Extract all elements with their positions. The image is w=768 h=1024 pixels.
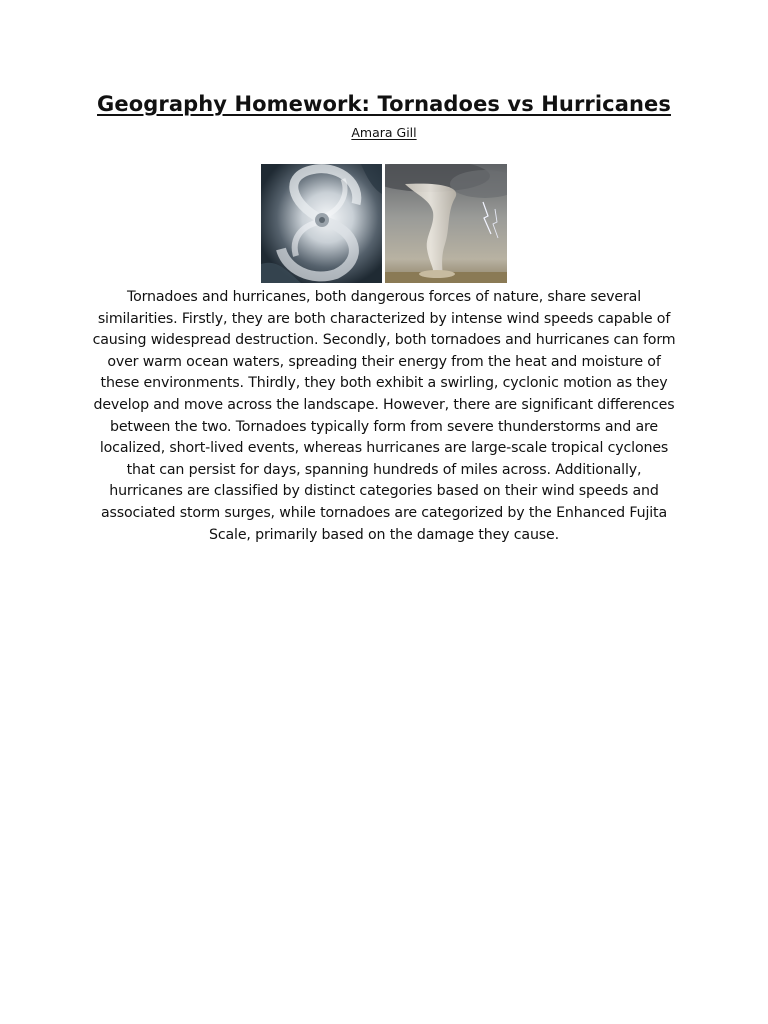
- essay-paragraph: Tornadoes and hurricanes, both dangerous forces of nature, share several similarities. Firstly, they are both characterized by intense wind speeds capable of causing widespread destruction. Secondly, both tornadoes and hurricanes can form over warm ocean waters, spreading their energy from the heat and moisture of these environments. Thirdly, they both exhibit a swirling, cyclonic motion as they develop and move across the landscape. However, there are significant differences between the two. Tornadoes typically form from severe thunderstorms and are localized, short-lived events, whereas hurricanes are large-scale tropical cyclones that can persist for days, spanning hundreds of miles across. Additionally, hurricanes are classified by distinct categories based on their wind speeds and associated storm surges, while tornadoes are categorized by the Enhanced Fujita Scale, primarily based on the damage they cause.: [92, 289, 676, 543]
- hurricane-icon: [261, 164, 382, 283]
- author-name: Amara Gill: [351, 125, 417, 140]
- tornado-image: [385, 164, 507, 283]
- page-title: Geography Homework: Tornadoes vs Hurricanes: [97, 92, 671, 116]
- hurricane-satellite-image: [261, 164, 382, 283]
- tornado-icon: [385, 164, 507, 283]
